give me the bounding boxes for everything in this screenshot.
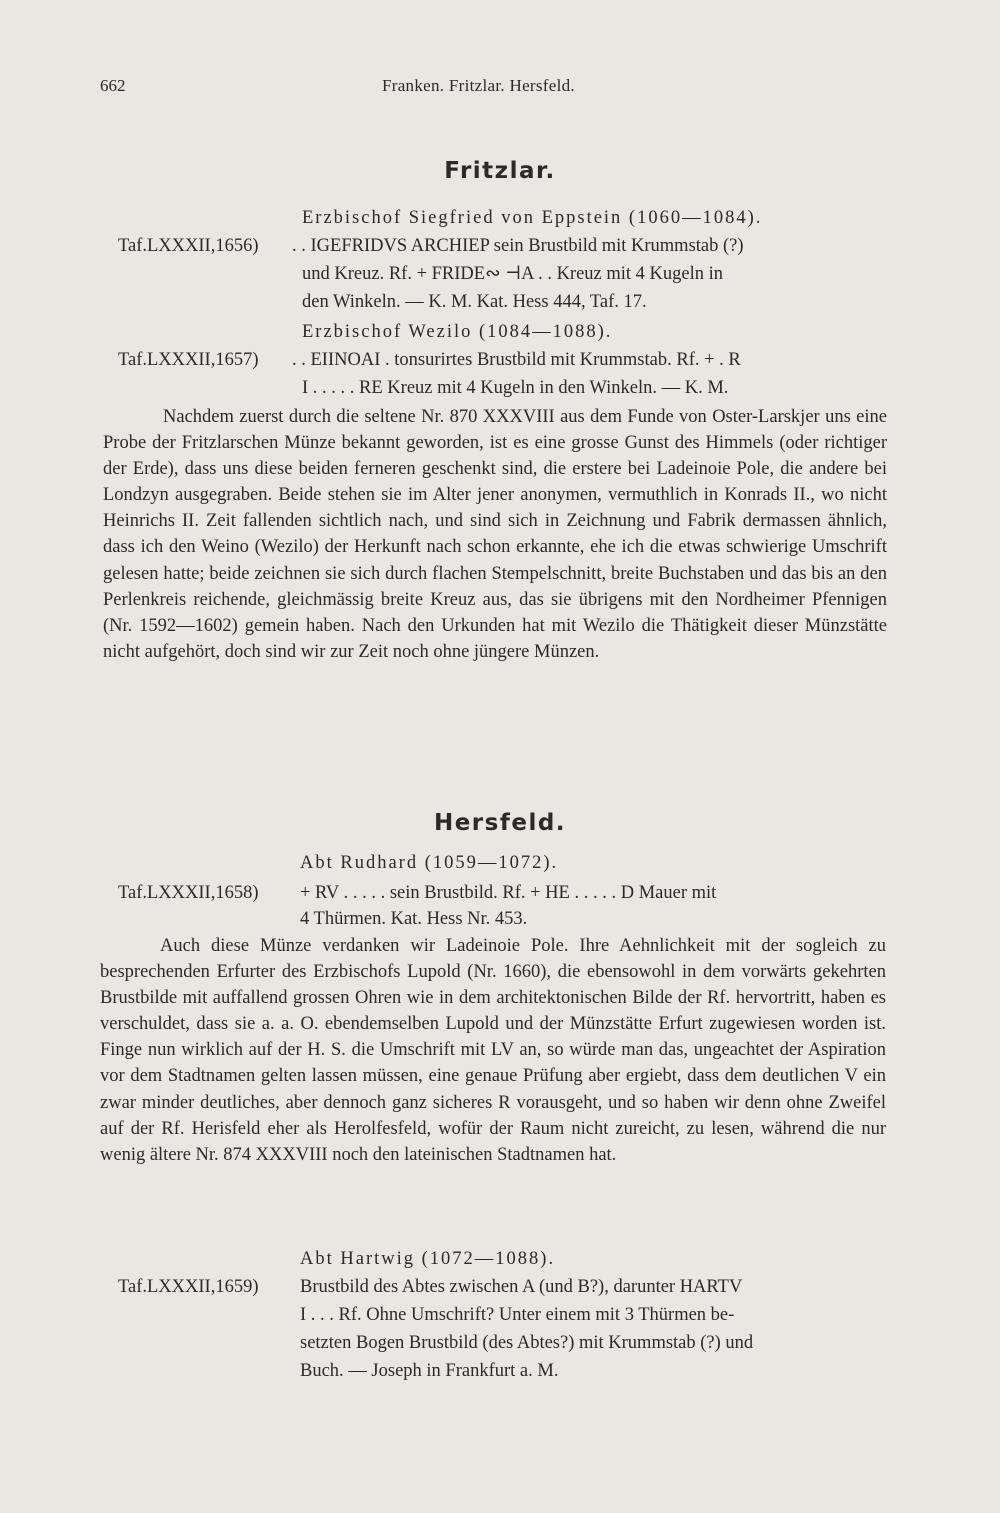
plate-reference-1659: Taf.LXXXII,1659)	[118, 1277, 259, 1297]
hersfeld-commentary	[100, 933, 886, 1168]
coin-1657-line-2: I . . . . . RE Kreuz mit 4 Kugeln in den Winkeln. — K. M.	[302, 378, 729, 398]
coin-1659-line-1: Brustbild des Abtes zwischen A (und B?), darunter HARTV	[300, 1277, 743, 1297]
section-title-hersfeld: Hersfeld.	[433, 810, 567, 836]
coin-1656-line-1: . . IGEFRIDVS ARCHIEP sein Brustbild mit Krummstab (?)	[292, 236, 744, 256]
subheading-wezilo: Erzbischof Wezilo (1084—1088).	[302, 322, 613, 342]
subheading-hartwig: Abt Hartwig (1072—1088).	[300, 1249, 556, 1269]
plate-reference-1656: Taf.LXXXII,1656)	[118, 236, 259, 256]
coin-1659-line-3: setzten Bogen Brustbild (des Abtes?) mit Krummstab (?) und	[300, 1333, 754, 1353]
subheading-siegfried: Erzbischof Siegfried von Eppstein (1060—1084).	[302, 208, 763, 228]
plate-reference-1658: Taf.LXXXII,1658)	[118, 883, 259, 903]
coin-1659-line-4: Buch. — Joseph in Frankfurt a. M.	[300, 1361, 559, 1381]
page-header	[100, 76, 900, 102]
hersfeld-paragraph: Auch diese Münze verdanken wir Ladeinoie Pole. Ihre Aehnlichkeit mit der sogleich zu besprechenden Erfurter des Erzbischofs Lupold (Nr. 1660), die ebensowohl in dem vorwärts gekehrten Brustbilde mit auffallend grossen Ohren wie in dem architektonischen Bilde der Rf. hervortritt, haben es verschuldet, dass sie a. a. O. ebendemselben Lupold und der Münzstätte Erfurt zugewiesen worden ist. Finge nun wirklich auf der H. S. die Umschrift mit LV an, so würde man das, ungeachtet der Aspiration vor dem Stadtnamen gelten lassen müssen, eine genaue Prüfung aber ergiebt, dass dem deutlichen V ein zwar minder deutliches, aber dennoch ganz sicheres R vorausgeht, und so haben wir denn ohne Zweifel auf der Rf. Herisfeld eher als Herolfesfeld, wofür der Raum nicht zureicht, zu lesen, während die nur wenig ältere Nr. 874 XXXVIII noch den lateinischen Stadtnamen hat.	[100, 936, 886, 1165]
coin-1658-line-2: 4 Thürmen. Kat. Hess Nr. 453.	[300, 909, 528, 929]
coin-1658-line-1: + RV . . . . . sein Brustbild. Rf. + HE . . . . . D Mauer mit	[300, 883, 717, 903]
fritzlar-paragraph: Nachdem zuerst durch die seltene Nr. 870 XXXVIII aus dem Funde von Oster-Larskjer uns eine Probe der Fritzlarschen Münze bekannt geworden, ist es eine grosse Gunst des Himmels (oder richtiger der Erde), dass uns diese beiden ferneren geschenkt sind, die erstere bei Ladeinoie Pole, die andere bei Londzyn ausgegraben. Beide stehen sie im Alter jener anonymen, vermuthlich in Konrads II., wo nicht Heinrichs II. Zeit fallenden sichtlich nach, und sind sich in Zeichnung und Fabrik dermassen ähnlich, dass ich den Weino (Wezilo) der Herkunft nach schon erkannte, ehe ich die etwas schwierige Umschrift gelesen hatte; beide zeichnen sie sich durch flachen Stempelschnitt, breite Buchstaben und das bis an den Perlenkreis reichende, gleichmässig breite Kreuz aus, das sie übrigens mit den Nordheimer Pfennigen (Nr. 1592—1602) gemein haben. Nach den Urkunden hat mit Wezilo die Thätigkeit dieser Münzstätte nicht aufgehört, doch sind wir zur Zeit noch ohne jüngere Münzen.	[103, 407, 887, 662]
page-number: 662	[100, 76, 126, 95]
plate-reference-1657: Taf.LXXXII,1657)	[118, 350, 259, 370]
coin-1656-line-2: und Kreuz. Rf. + FRIDE∾ ⊣A . . Kreuz mit 4 Kugeln in	[302, 264, 724, 284]
subheading-rudhard: Abt Rudhard (1059—1072).	[300, 853, 559, 873]
coin-1656-line-3: den Winkeln. — K. M. Kat. Hess 444, Taf. 17.	[302, 292, 647, 312]
coin-1659-line-2: I . . . Rf. Ohne Umschrift? Unter einem mit 3 Thürmen be-	[300, 1305, 735, 1325]
coin-1657-line-1: . . EIINOAI . tonsurirtes Brustbild mit Krummstab. Rf. + . R	[292, 350, 741, 370]
section-title-fritzlar: Fritzlar.	[444, 158, 556, 184]
running-title: Franken. Fritzlar. Hersfeld.	[382, 76, 575, 95]
fritzlar-commentary	[103, 404, 887, 665]
